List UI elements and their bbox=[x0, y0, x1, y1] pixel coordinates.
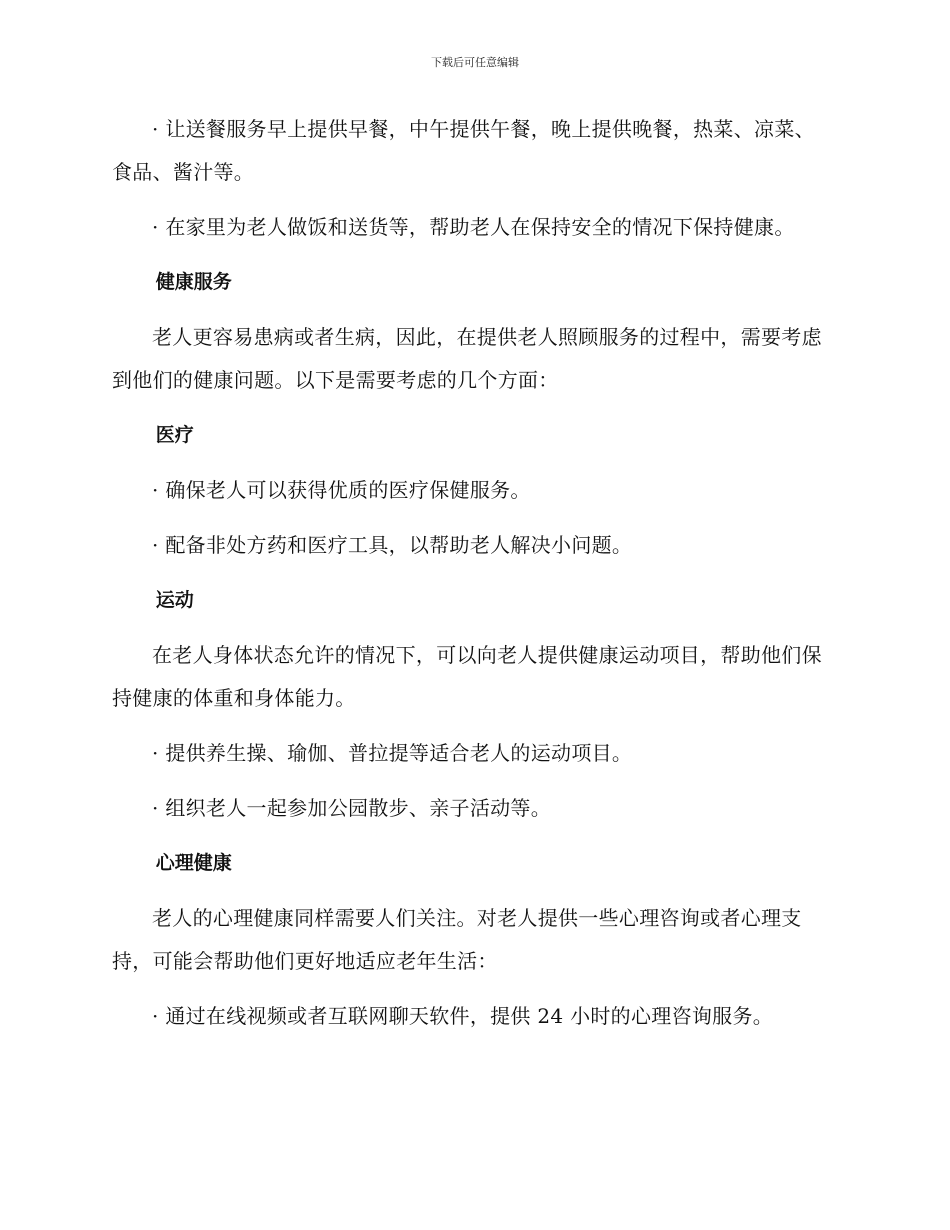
bullet-otc-medicine: · 配备非处方药和医疗工具，以帮助老人解决小问题。 bbox=[152, 533, 633, 557]
section-heading-mental-health: 心理健康 bbox=[155, 852, 232, 874]
paragraph-mental-health-intro: 老人的心理健康同样需要人们关注。对老人提供一些心理咨询或者心理支持，可能会帮助他们更好地适应老年生活： bbox=[112, 906, 802, 973]
page-header: 下载后可任意编辑 bbox=[431, 56, 519, 69]
bullet-group-activities: · 组织老人一起参加公园散步、亲子活动等。 bbox=[152, 796, 552, 820]
bullet-meal-delivery: · 让送餐服务早上提供早餐，中午提供午餐，晚上提供晚餐，热菜、凉菜、食品、酱汁等。 bbox=[112, 117, 815, 184]
bullet-quality-healthcare: · 确保老人可以获得优质的医疗保健服务。 bbox=[152, 478, 531, 502]
document-body bbox=[112, 108, 832, 1050]
section-heading-health-services: 健康服务 bbox=[155, 271, 232, 293]
paragraph-exercise-intro: 在老人身体状态允许的情况下，可以向老人提供健康运动项目，帮助他们保持健康的体重和身体能力。 bbox=[112, 643, 822, 710]
bullet-online-counseling: · 通过在线视频或者互联网聊天软件，提供 24 小时的心理咨询服务。 bbox=[152, 1004, 774, 1028]
bullet-home-cooking: · 在家里为老人做饭和送货等，帮助老人在保持安全的情况下保持健康。 bbox=[152, 215, 795, 239]
paragraph-health-intro: 老人更容易患病或者生病，因此，在提供老人照顾服务的过程中，需要考虑到他们的健康问题。以下是需要考虑的几个方面： bbox=[112, 325, 822, 392]
section-heading-medical: 医疗 bbox=[155, 424, 194, 446]
bullet-exercise-programs: · 提供养生操、瑜伽、普拉提等适合老人的运动项目。 bbox=[152, 741, 633, 765]
section-heading-exercise: 运动 bbox=[155, 589, 194, 611]
